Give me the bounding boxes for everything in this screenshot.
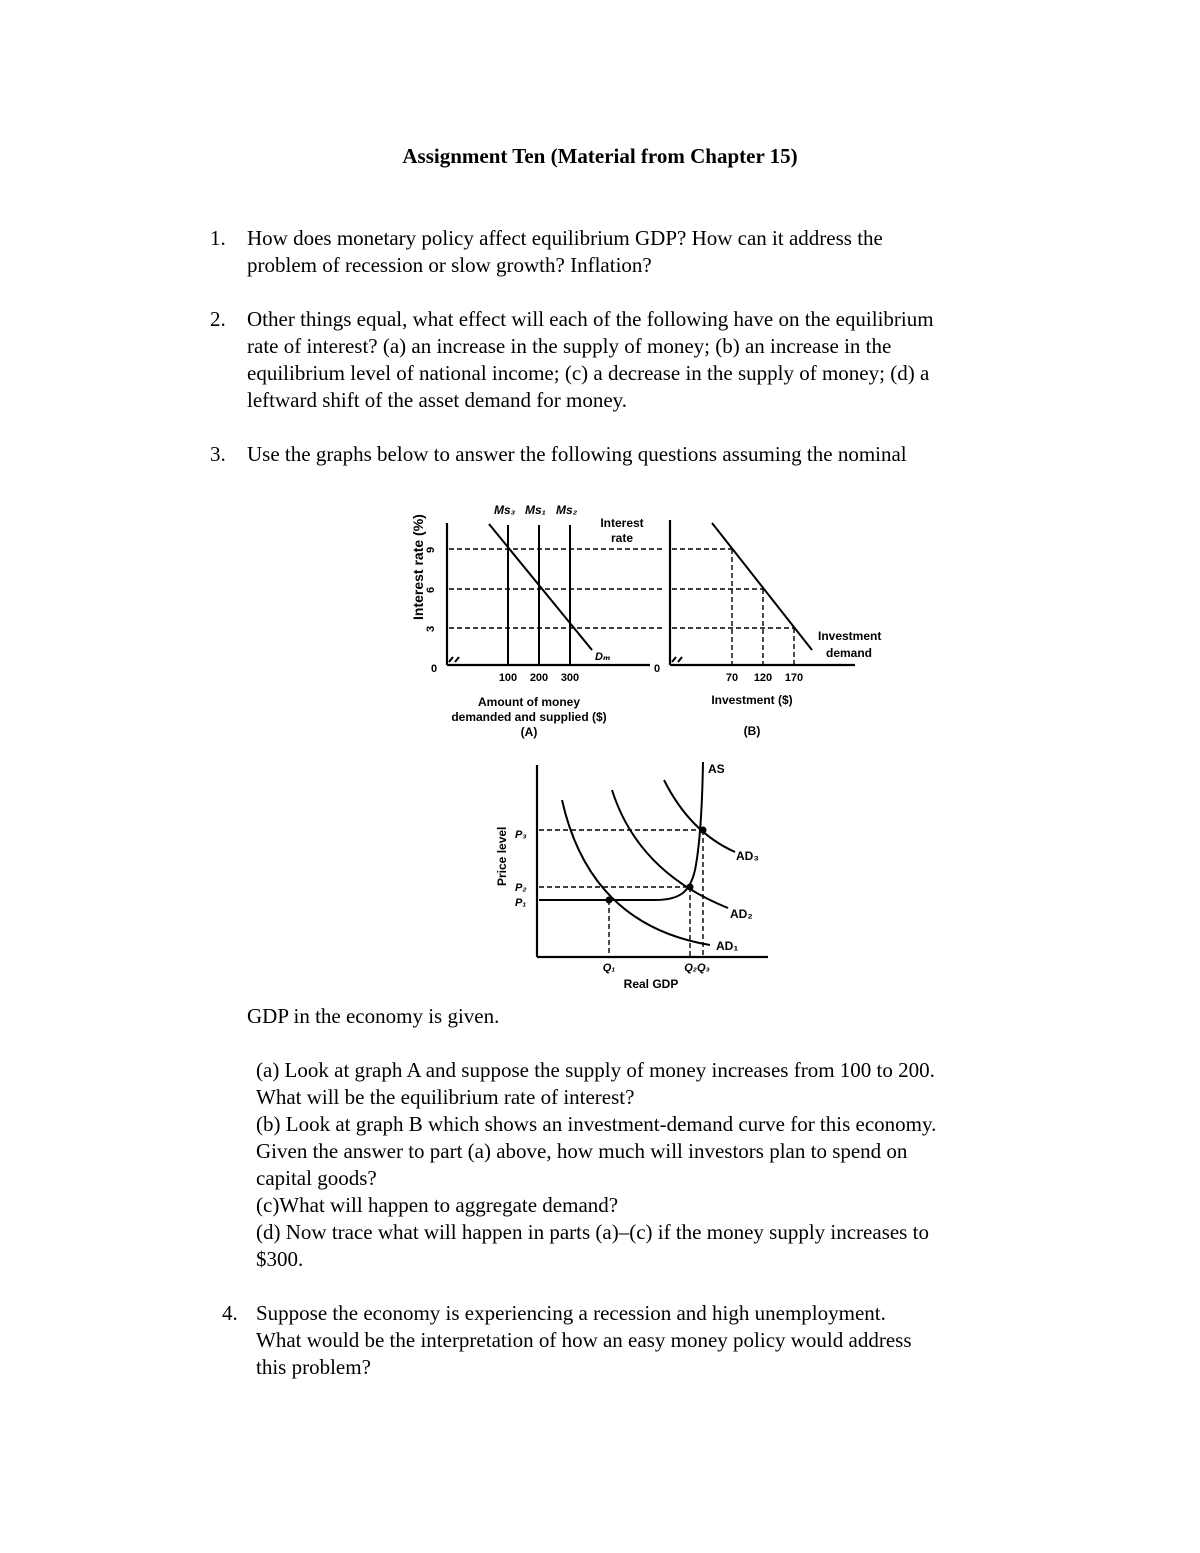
- graph-a-x-tick-100: 100: [498, 672, 518, 684]
- graph-a-origin: 0: [431, 663, 438, 675]
- question-2-number: 2.: [210, 307, 226, 331]
- interest-rate-annotation: Interest: [600, 516, 644, 530]
- graph-a-x-tick-200: 200: [529, 672, 549, 684]
- investment-demand-curve: [712, 523, 812, 650]
- question-4-line: What would be the interpretation of how an easy money policy would address: [256, 1328, 912, 1352]
- question-3-part-line: $300.: [256, 1247, 304, 1271]
- investment-demand-label: Investment: [818, 629, 882, 643]
- assignment-title: Assignment Ten (Material from Chapter 15): [402, 144, 798, 168]
- question-3-text: [247, 441, 907, 468]
- graph-a-y-label: Interest rate (%): [410, 514, 426, 620]
- graph-b: [654, 520, 881, 738]
- question-3-number: 3.: [210, 442, 226, 466]
- ad3-label: AD₃: [736, 849, 759, 863]
- as-label: AS: [708, 762, 725, 776]
- dm-label: Dₘ: [595, 651, 611, 663]
- graph-b-x-tick-70: 70: [725, 672, 739, 684]
- q2-q3-label: Q₂Q₃: [684, 962, 710, 974]
- ad2-curve: [612, 790, 728, 908]
- graph-a: [410, 503, 665, 739]
- graph-a-tick-3: 3: [425, 625, 437, 632]
- economics-graphs-figure: [0, 490, 1200, 1000]
- as-curve: [539, 762, 703, 900]
- question-3-part-line: What will be the equilibrium rate of interest?: [256, 1085, 635, 1109]
- ad2-label: AD₂: [730, 907, 753, 921]
- p1-label: P₁: [515, 897, 527, 909]
- graph-a-x-label-line2: demanded and supplied ($): [451, 710, 607, 724]
- question-4-text: [256, 1300, 912, 1381]
- dm-curve: [489, 524, 592, 650]
- question-3-part-line: (b) Look at graph B which shows an investment-demand curve for this economy.: [256, 1112, 937, 1136]
- ms3-label: Ms₃: [494, 503, 516, 517]
- interest-rate-annotation: rate: [610, 531, 634, 545]
- question-2-line: leftward shift of the asset demand for money.: [247, 388, 628, 412]
- adas-y-label: Price level: [495, 826, 509, 886]
- graph-a-x-tick-300: 300: [560, 672, 580, 684]
- question-3-continuation: [247, 1003, 499, 1030]
- question-4-line: Suppose the economy is experiencing a recession and high unemployment.: [256, 1301, 886, 1325]
- question-4-line: this problem?: [256, 1355, 371, 1379]
- question-2-line: rate of interest? (a) an increase in the supply of money; (b) an increase in the: [247, 334, 892, 358]
- p3-label: P₃: [515, 829, 527, 841]
- equilibrium-point-2: [687, 884, 694, 891]
- p2-label: P₂: [515, 882, 527, 894]
- graph-a-panel-label: (A): [520, 725, 538, 739]
- question-4-number: 4.: [222, 1301, 238, 1325]
- equilibrium-point-3: [700, 827, 707, 834]
- graph-b-panel-label: (B): [743, 724, 761, 738]
- ad-as-graph: [495, 762, 768, 991]
- q1-label: Q₁: [602, 962, 616, 974]
- graph-b-origin: 0: [654, 663, 661, 675]
- ad1-curve: [562, 800, 710, 945]
- adas-x-label: Real GDP: [623, 977, 679, 991]
- question-3-part-line: (d) Now trace what will happen in parts (a)–(c) if the money supply increases to: [256, 1220, 929, 1244]
- graph-b-x-tick-170: 170: [784, 672, 804, 684]
- graph-a-x-label-line1: Amount of money: [478, 695, 580, 709]
- question-3-part-line: (c)What will happen to aggregate demand?: [256, 1193, 619, 1217]
- graph-a-axis-break: [449, 657, 459, 662]
- question-2-line: equilibrium level of national income; (c) a decrease in the supply of money; (d) a: [247, 361, 930, 385]
- graph-a-tick-9: 9: [425, 546, 437, 553]
- question-3-parts: [256, 1057, 936, 1273]
- graph-a-tick-6: 6: [425, 586, 437, 593]
- question-2-line: Other things equal, what effect will each of the following have on the equilibrium: [247, 307, 934, 331]
- ms1-label: Ms₁: [525, 503, 546, 517]
- ad1-label: AD₁: [716, 939, 739, 953]
- investment-demand-label: demand: [826, 646, 873, 660]
- equilibrium-point-1: [606, 897, 613, 904]
- question-3-part-line: (a) Look at graph A and suppose the supply of money increases from 100 to 200.: [256, 1058, 935, 1082]
- question-1-number: 1.: [210, 226, 226, 250]
- question-3-line: Use the graphs below to answer the following questions assuming the nominal: [247, 442, 907, 466]
- question-1-line: problem of recession or slow growth? Inflation?: [247, 253, 652, 277]
- question-2-text: [247, 306, 934, 414]
- question-3-part-line: capital goods?: [256, 1166, 377, 1190]
- graph-b-x-label: Investment ($): [711, 693, 793, 707]
- graph-b-x-tick-120: 120: [753, 672, 773, 684]
- question-3-continuation-line: GDP in the economy is given.: [247, 1004, 500, 1028]
- question-3-part-line: Given the answer to part (a) above, how much will investors plan to spend on: [256, 1139, 908, 1163]
- question-1-text: [247, 225, 883, 279]
- question-1-line: How does monetary policy affect equilibrium GDP? How can it address the: [247, 226, 883, 250]
- graph-b-axis-break: [672, 657, 682, 662]
- ms2-label: Ms₂: [556, 503, 578, 517]
